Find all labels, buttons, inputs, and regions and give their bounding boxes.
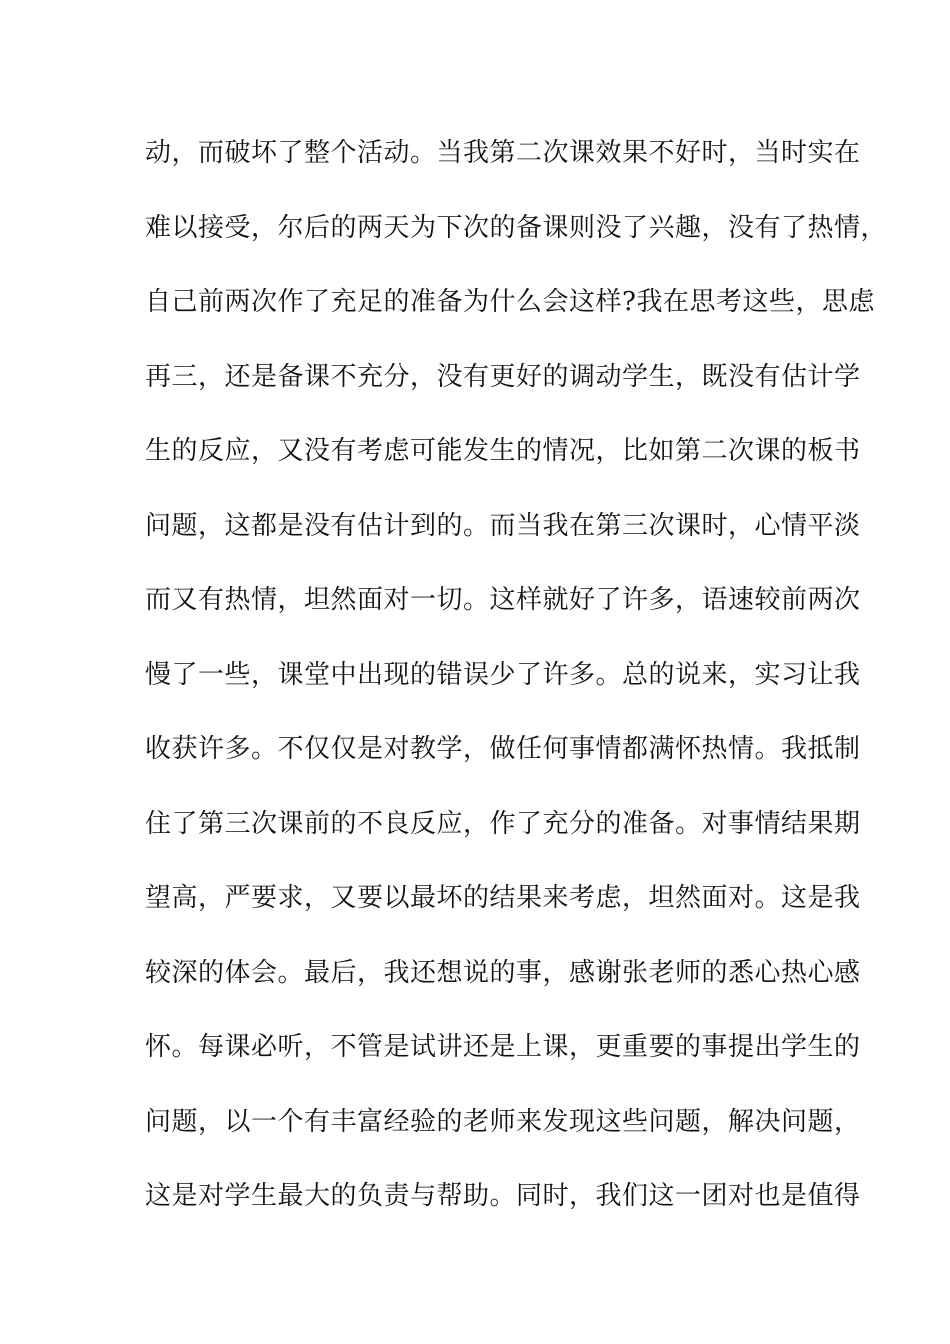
text-line: 生的反应，又没有考虑可能发生的情况，比如第二次课的板书 <box>145 436 861 466</box>
text-line: 动，而破坏了整个活动。当我第二次课效果不好时，当时实在 <box>145 138 861 168</box>
text-line: 问题，以一个有丰富经验的老师来发现这些问题，解决问题， <box>145 1106 861 1137</box>
text-line: 难以接受，尔后的两天为下次的备课则没了兴趣，没有了热情， <box>145 212 888 243</box>
text-line: 较深的体会。最后，我还想说的事，感谢张老师的悉心热心感 <box>145 957 861 988</box>
text-line: 再三，还是备课不充分，没有更好的调动学生，既没有估计学 <box>145 361 861 392</box>
text-line: 而又有热情，坦然面对一切。这样就好了许多，语速较前两次 <box>145 585 861 615</box>
text-line: 怀。每课必听，不管是试讲还是上课，更重要的事提出学生的 <box>145 1032 861 1062</box>
text-line: 望高，严要求，又要以最坏的结果来考虑，坦然面对。这是我 <box>145 883 861 913</box>
text-line: 收获许多。不仅仅是对教学，做任何事情都满怀热情。我抵制 <box>145 734 861 764</box>
text-line: 自己前两次作了充足的准备为什么会这样?我在思考这些，思虑 <box>145 287 875 317</box>
text-line: 慢了一些，课堂中出现的错误少了许多。总的说来，实习让我 <box>145 659 861 690</box>
text-line: 问题，这都是没有估计到的。而当我在第三次课时，心情平淡 <box>145 510 861 541</box>
text-line: 这是对学生最大的负责与帮助。同时，我们这一团对也是值得 <box>145 1181 861 1211</box>
text-line: 住了第三次课前的不良反应，作了充分的准备。对事情结果期 <box>145 808 861 839</box>
body-text <box>145 130 888 1248</box>
